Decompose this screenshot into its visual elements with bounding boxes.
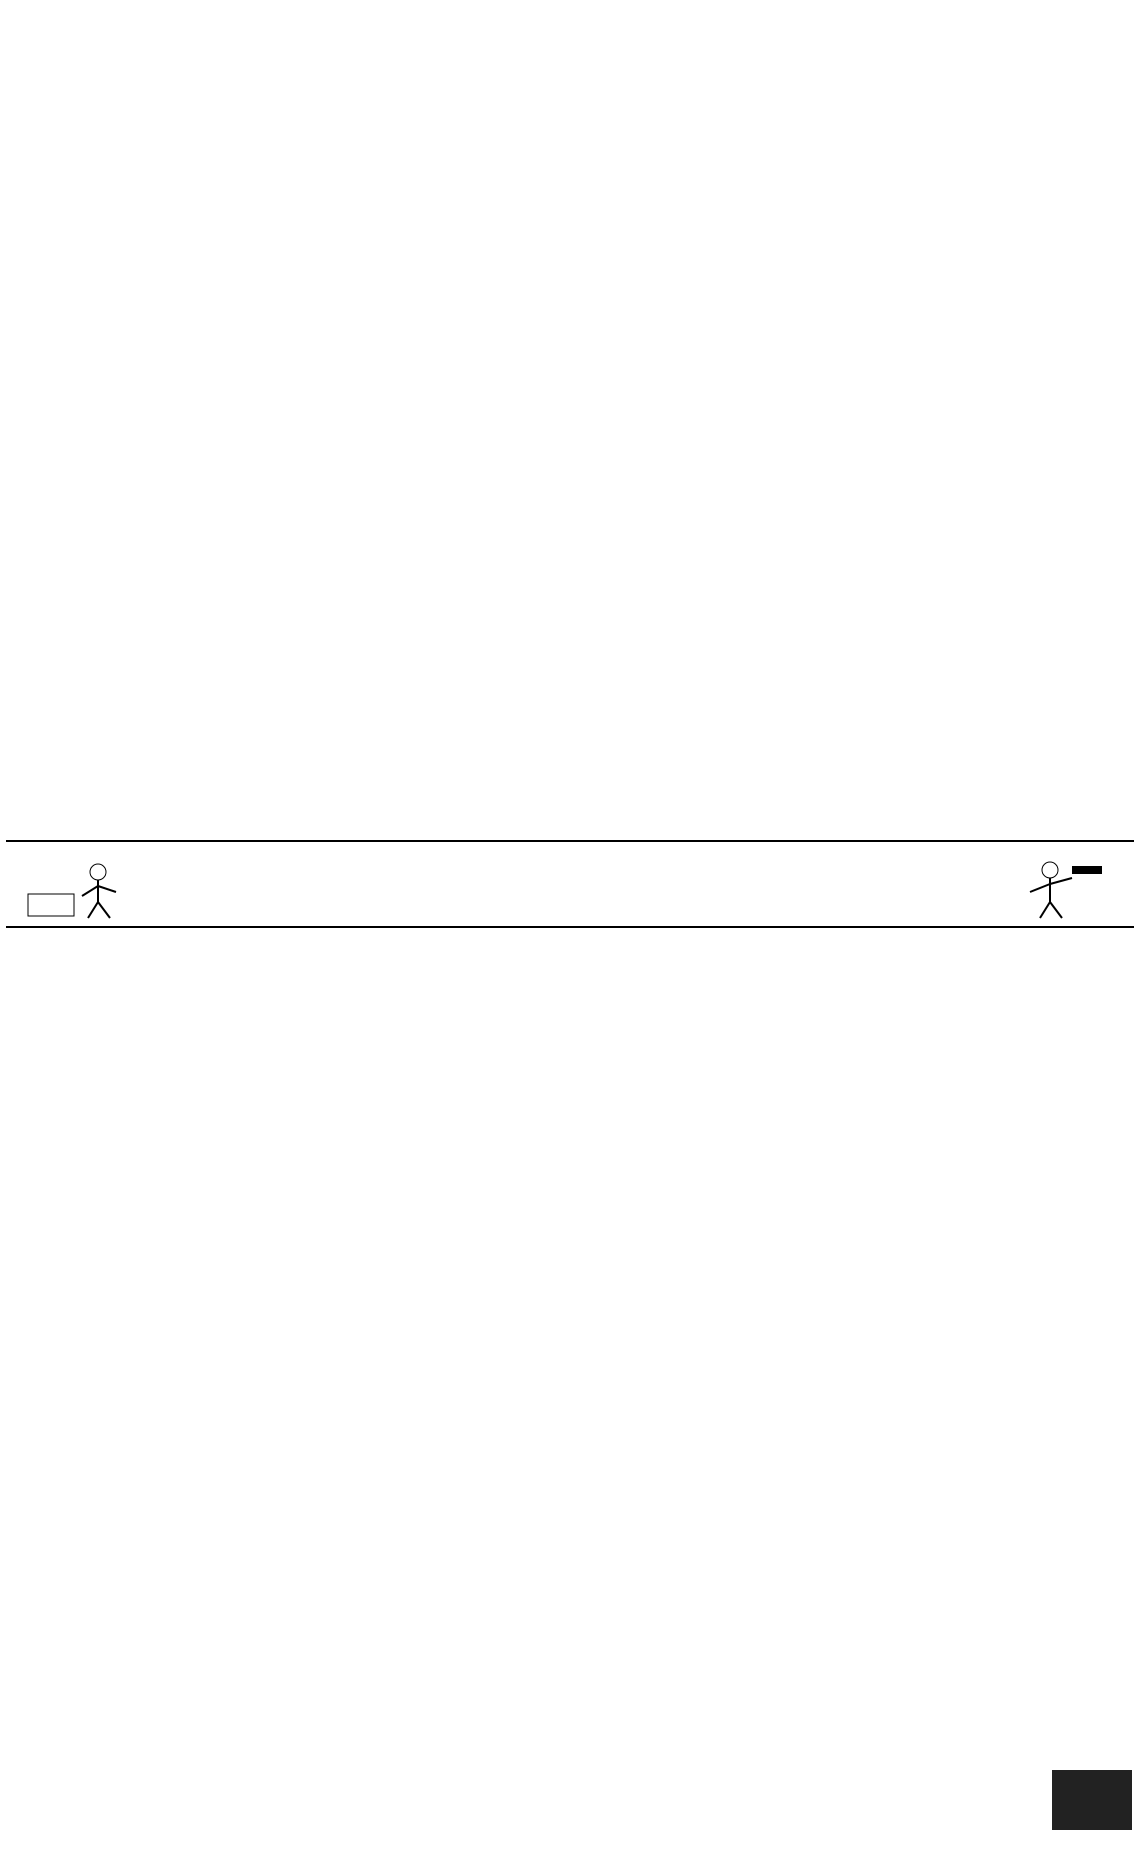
more-ads-box	[1052, 1770, 1132, 1830]
classifieds-top	[6, 18, 1134, 840]
worker-figure-right	[1000, 852, 1120, 922]
home-service-guide-banner	[6, 840, 1134, 928]
page-header	[6, 2, 1136, 16]
service-guide-columns	[6, 932, 1134, 1837]
worker-figure-left	[20, 852, 140, 922]
